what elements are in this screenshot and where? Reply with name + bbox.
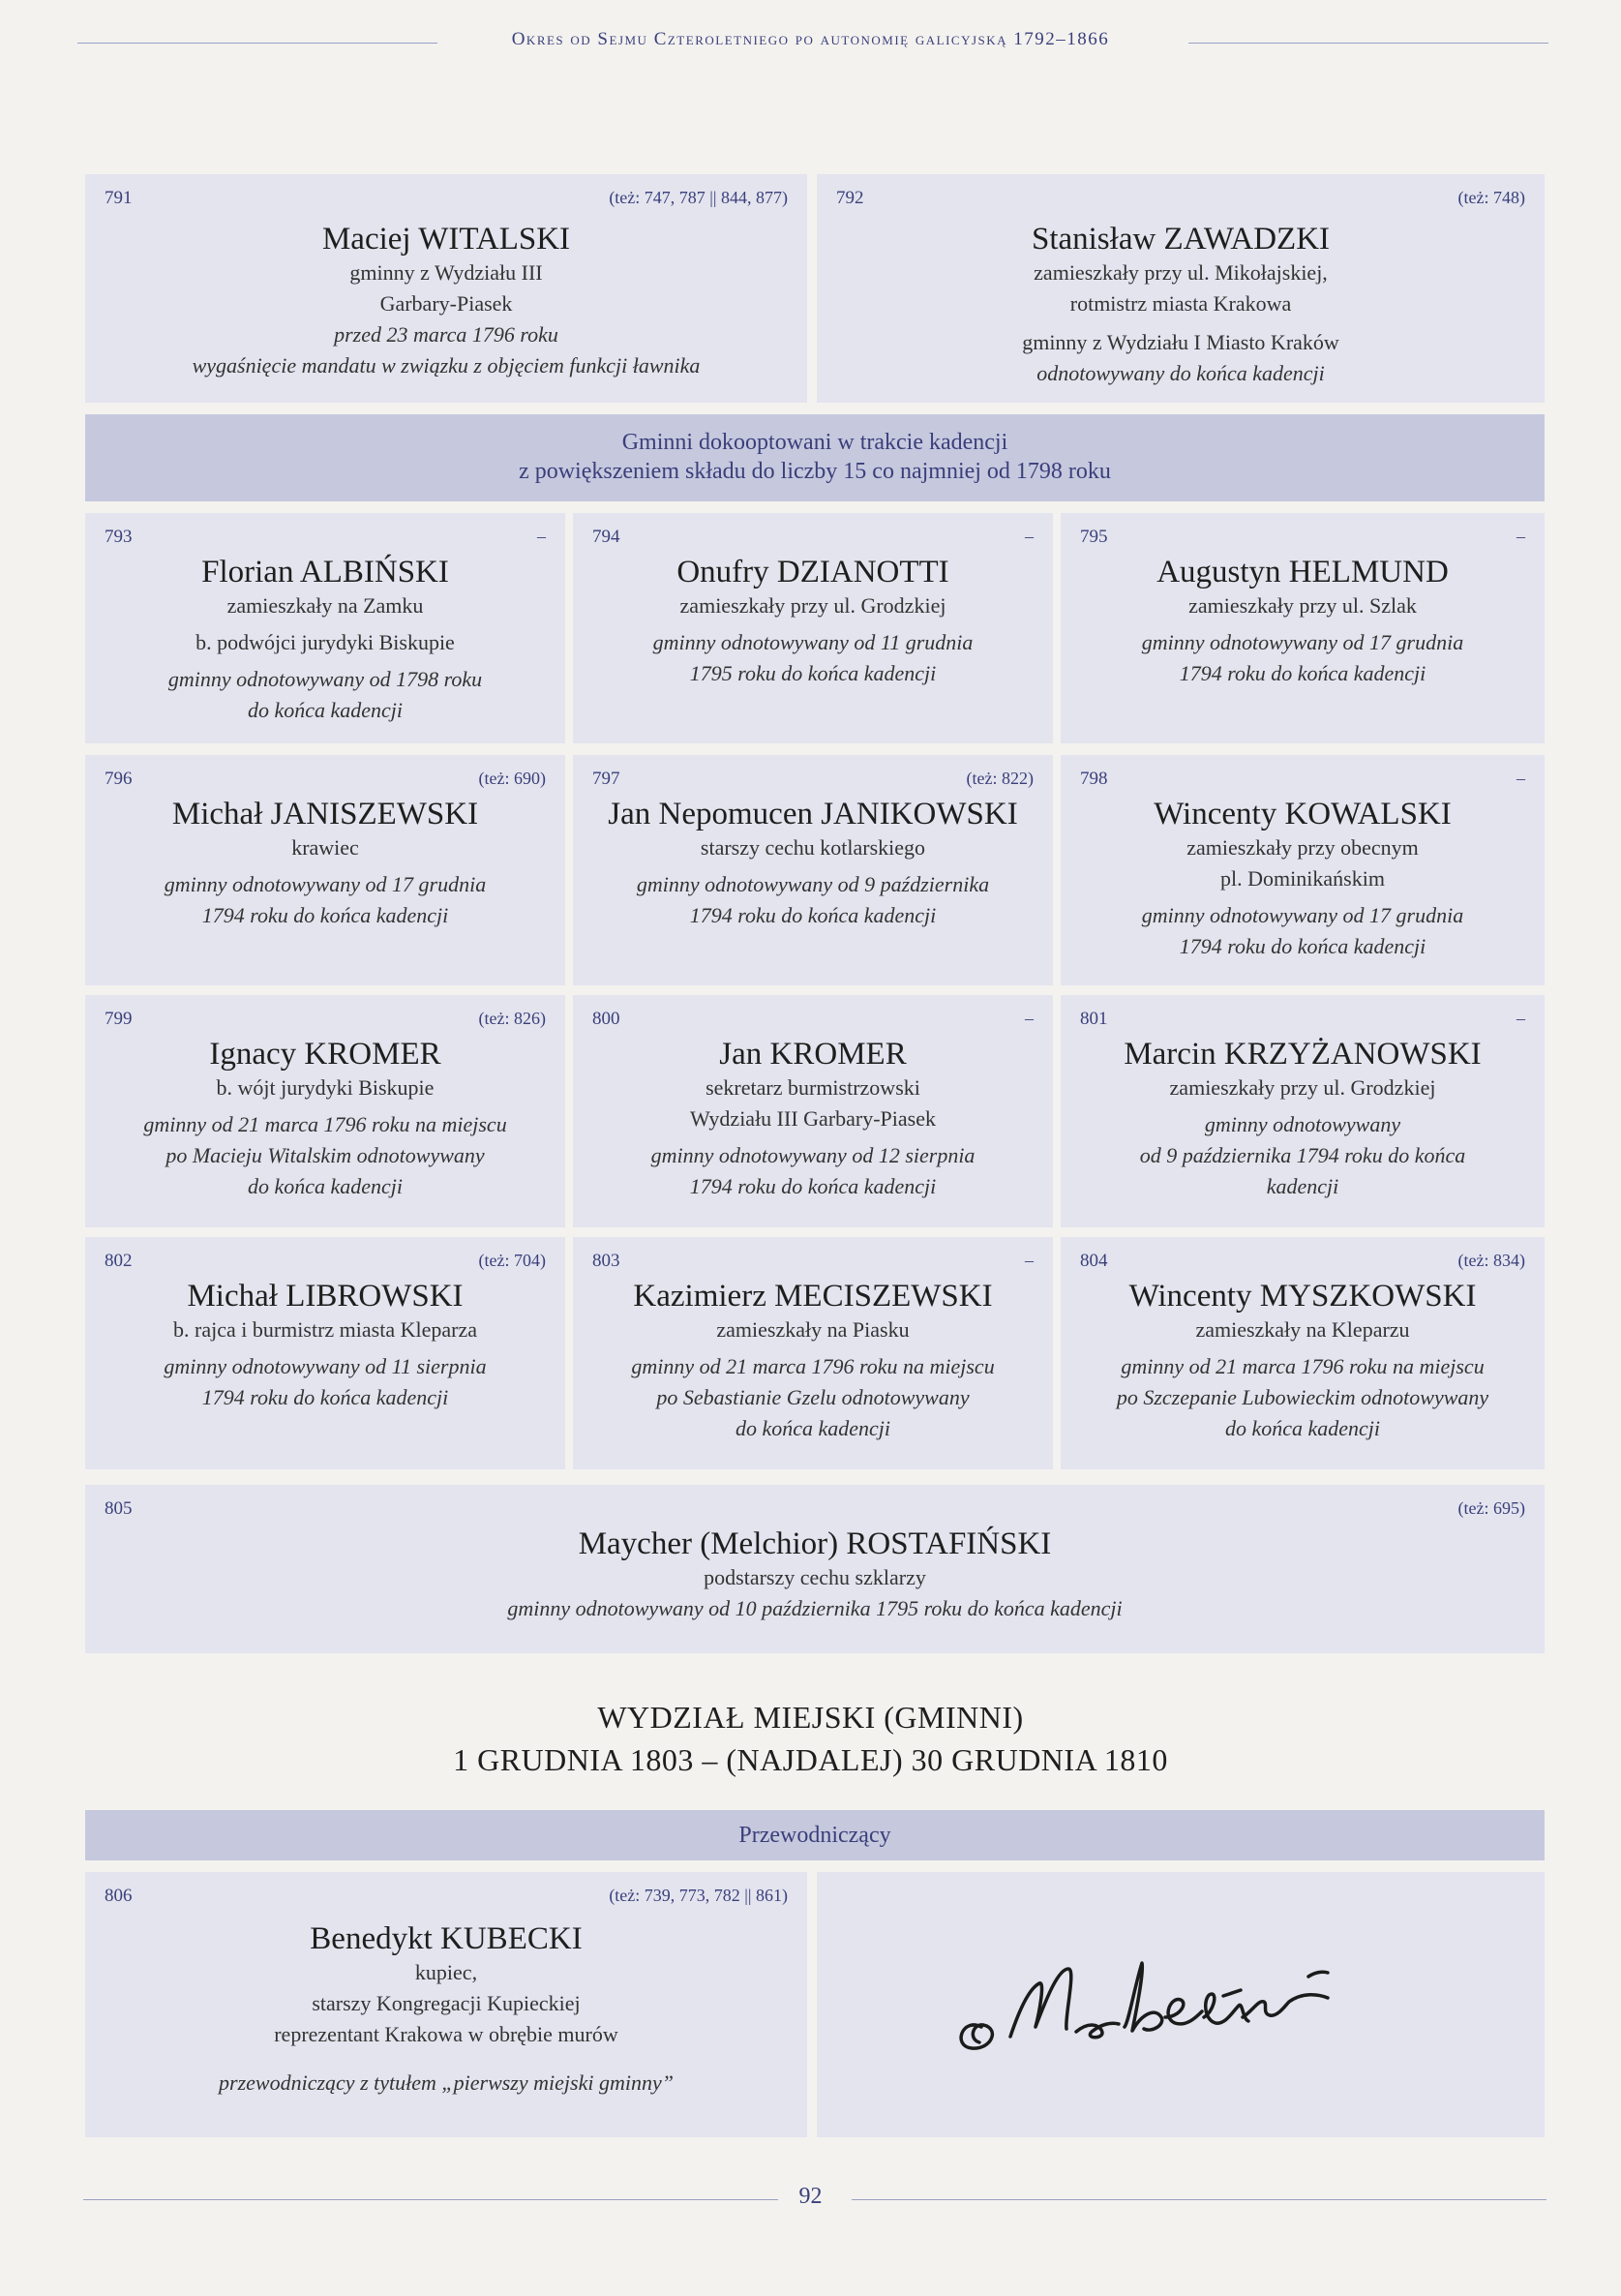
entry-line: podstarszy cechu szklarzy <box>704 1565 926 1589</box>
entry-note: gminny odnotowywany od 17 grudnia <box>164 872 487 896</box>
entry-name: Maciej WITALSKI <box>321 222 571 257</box>
signature-panel <box>817 1872 1545 2137</box>
entry-note: gminny odnotowywany od 9 października <box>636 872 990 896</box>
entry-name: Kazimierz MECISZEWSKI <box>633 1279 993 1314</box>
entry-note: od 9 października 1794 roku do końca <box>1139 1143 1466 1167</box>
entry-number: 800 <box>592 1009 620 1029</box>
entry-number: 794 <box>592 527 620 547</box>
banner-line: Gminni dokooptowani w trakcie kadencji <box>621 430 1008 455</box>
entry-xref: (też: 747, 787 || 844, 877) <box>609 188 788 207</box>
entry-xref: – <box>1025 1251 1034 1270</box>
entry-note: gminny od 21 marca 1796 roku na miejscu <box>1121 1354 1485 1378</box>
entry-line: pl. Dominikańskim <box>1220 866 1385 891</box>
entry-line: starszy cechu kotlarskiego <box>700 835 926 860</box>
entry-note: 1794 roku do końca kadencji <box>1179 661 1426 685</box>
entry-791 <box>85 174 807 403</box>
entry-note: gminny odnotowywany od 11 grudnia <box>652 630 974 654</box>
entry-800 <box>573 995 1053 1227</box>
entry-name: Jan KROMER <box>719 1037 907 1072</box>
entry-line: kupiec, <box>414 1960 478 1984</box>
entry-number: 803 <box>592 1251 620 1271</box>
entry-number: 797 <box>592 769 620 789</box>
entry-xref: – <box>537 527 546 546</box>
entry-796 <box>85 755 565 985</box>
entry-line: zamieszkały na Zamku <box>226 593 424 618</box>
entry-note: 1794 roku do końca kadencji <box>201 1385 449 1409</box>
entry-xref: – <box>1516 1009 1525 1028</box>
entry-line: krawiec <box>291 835 359 860</box>
entry-xref: (też: 739, 773, 782 || 861) <box>609 1886 788 1905</box>
entry-line: gminny z Wydziału I Miasto Kraków <box>1022 330 1339 354</box>
entry-xref: (też: 826) <box>478 1009 546 1028</box>
entry-805 <box>85 1485 1545 1653</box>
entry-line: b. rajca i burmistrz miasta Kleparza <box>173 1317 477 1342</box>
entry-note: po Szczepanie Lubowieckim odnotowywany <box>1116 1385 1489 1409</box>
entry-name: Ignacy KROMER <box>209 1037 441 1072</box>
section-title: WYDZIAŁ MIEJSKI (GMINNI) <box>597 1700 1024 1735</box>
entry-name: Marcin KRZYŻANOWSKI <box>1124 1037 1482 1072</box>
banner-chair: Przewodniczący <box>85 1810 1545 1860</box>
running-head-text: Okres od Sejmu Czteroletniego po autonomię galicyjską 1792–1866 <box>511 29 1110 49</box>
entry-line: zamieszkały na Kleparzu <box>1195 1317 1410 1342</box>
entry-number: 792 <box>836 188 864 208</box>
entry-number: 805 <box>105 1498 133 1519</box>
entry-802 <box>85 1237 565 1469</box>
entry-line: Wydziału III Garbary-Piasek <box>689 1106 936 1131</box>
entry-note: do końca kadencji <box>1224 1416 1381 1440</box>
banner-line: z powiększeniem składu do liczby 15 co najmniej od 1798 roku <box>519 459 1111 484</box>
entry-note: 1795 roku do końca kadencji <box>689 661 937 685</box>
entry-number: 795 <box>1080 527 1108 547</box>
entry-name: Jan Nepomucen JANIKOWSKI <box>608 797 1018 831</box>
entry-line: rotmistrz miasta Krakowa <box>1069 291 1292 316</box>
entry-note: przed 23 marca 1796 roku <box>334 322 558 347</box>
entry-note: gminny odnotowywany od 17 grudnia <box>1141 630 1464 654</box>
entry-794 <box>573 513 1053 743</box>
entry-note: po Sebastianie Gzelu odnotowywany <box>656 1385 970 1409</box>
entry-line: gminny z Wydziału III <box>349 260 543 285</box>
entry-number: 801 <box>1080 1009 1108 1029</box>
signature-image <box>817 1872 1545 2137</box>
entry-note: po Macieju Witalskim odnotowywany <box>165 1143 485 1167</box>
entry-xref: – <box>1516 527 1525 546</box>
entry-note: gminny od 21 marca 1796 roku na miejscu <box>631 1354 995 1378</box>
entry-note: 1794 roku do końca kadencji <box>689 1174 937 1198</box>
entry-name: Florian ALBIŃSKI <box>201 555 449 589</box>
entry-xref: – <box>1516 769 1525 788</box>
entry-801 <box>1061 995 1545 1227</box>
entry-note: przewodniczący z tytułem „pierwszy miejski gminny” <box>219 2070 674 2095</box>
header-rule-left <box>77 43 437 44</box>
entry-number: 793 <box>105 527 133 547</box>
entry-name: Wincenty KOWALSKI <box>1154 797 1452 831</box>
entry-note: odnotowywany do końca kadencji <box>1036 361 1325 385</box>
entry-name: Onufry DZIANOTTI <box>676 555 949 589</box>
entry-line: b. podwójci jurydyki Biskupie <box>195 630 455 654</box>
page-number: 92 <box>798 2184 823 2209</box>
entry-792 <box>817 174 1545 403</box>
entry-note: gminny odnotowywany od 11 sierpnia <box>164 1354 487 1378</box>
entry-name: Michał JANISZEWSKI <box>171 797 479 831</box>
entry-note: gminny odnotowywany od 1798 roku <box>167 667 483 691</box>
entry-line: zamieszkały przy ul. Szlak <box>1188 593 1417 618</box>
entry-line: zamieszkały na Piasku <box>716 1317 910 1342</box>
entry-note: gminny odnotowywany od 10 października 1795 roku do końca kadencji <box>507 1596 1123 1620</box>
entry-number: 802 <box>105 1251 133 1271</box>
entry-xref: – <box>1025 1009 1034 1028</box>
entry-name: Benedykt KUBECKI <box>310 1921 583 1956</box>
entry-line: sekretarz burmistrzowski <box>705 1075 920 1100</box>
entry-xref: (też: 704) <box>478 1251 546 1270</box>
entry-number: 804 <box>1080 1251 1108 1271</box>
entry-line: b. wójt jurydyki Biskupie <box>216 1075 435 1100</box>
section-subtitle: 1 GRUDNIA 1803 – (NAJDALEJ) 30 GRUDNIA 1810 <box>453 1742 1168 1777</box>
entry-line: zamieszkały przy ul. Grodzkiej <box>679 593 946 618</box>
header-rule-right <box>1188 43 1548 44</box>
entry-name: Stanisław ZAWADZKI <box>1031 222 1331 257</box>
entry-number: 798 <box>1080 769 1108 789</box>
entry-xref: (też: 748) <box>1457 188 1525 207</box>
entry-name: Maycher (Melchior) ROSTAFIŃSKI <box>578 1526 1052 1561</box>
entry-name: Michał LIBROWSKI <box>187 1279 464 1314</box>
entry-xref: (też: 834) <box>1457 1251 1525 1270</box>
entry-xref: (też: 822) <box>966 769 1034 788</box>
entry-note: gminny odnotowywany <box>1204 1112 1401 1136</box>
entry-note: gminny odnotowywany od 12 sierpnia <box>650 1143 976 1167</box>
entry-note: 1794 roku do końca kadencji <box>689 903 937 927</box>
entry-xref: – <box>1025 527 1034 546</box>
entry-line: starszy Kongregacji Kupieckiej <box>312 1991 581 2015</box>
entry-797 <box>573 755 1053 985</box>
entry-line: zamieszkały przy ul. Grodzkiej <box>1169 1075 1436 1100</box>
footer-rule-right <box>852 2199 1546 2200</box>
entry-xref: (też: 695) <box>1457 1498 1525 1518</box>
entry-xref: (też: 690) <box>478 769 546 788</box>
entry-line: zamieszkały przy obecnym <box>1186 835 1419 860</box>
entry-note: 1794 roku do końca kadencji <box>201 903 449 927</box>
banner-coopted <box>85 414 1545 501</box>
entry-line: reprezentant Krakowa w obrębie murów <box>274 2022 618 2046</box>
entry-name: Wincenty MYSZKOWSKI <box>1128 1279 1477 1314</box>
entry-793 <box>85 513 565 743</box>
entry-number: 799 <box>105 1009 133 1029</box>
entry-line: zamieszkały przy ul. Mikołajskiej, <box>1034 260 1328 285</box>
entry-799 <box>85 995 565 1227</box>
entry-note: do końca kadencji <box>247 698 404 722</box>
entry-note: do końca kadencji <box>735 1416 891 1440</box>
entry-note: do końca kadencji <box>247 1174 404 1198</box>
entry-798 <box>1061 755 1545 985</box>
entry-name: Augustyn HELMUND <box>1156 555 1449 589</box>
entry-number: 796 <box>105 769 133 789</box>
entry-804 <box>1061 1237 1545 1469</box>
entry-note: wygaśnięcie mandatu w związku z objęciem funkcji ławnika <box>192 353 701 378</box>
running-head <box>0 29 1621 50</box>
entry-note: 1794 roku do końca kadencji <box>1179 934 1426 958</box>
entry-806 <box>85 1872 807 2137</box>
entry-note: gminny odnotowywany od 17 grudnia <box>1141 903 1464 927</box>
entry-line: Garbary-Piasek <box>379 291 513 316</box>
entry-note: gminny od 21 marca 1796 roku na miejscu <box>143 1112 507 1136</box>
entry-note: kadencji <box>1266 1174 1339 1198</box>
entry-795 <box>1061 513 1545 743</box>
entry-number: 791 <box>105 188 133 208</box>
entry-803 <box>573 1237 1053 1469</box>
entry-number: 806 <box>105 1886 133 1906</box>
